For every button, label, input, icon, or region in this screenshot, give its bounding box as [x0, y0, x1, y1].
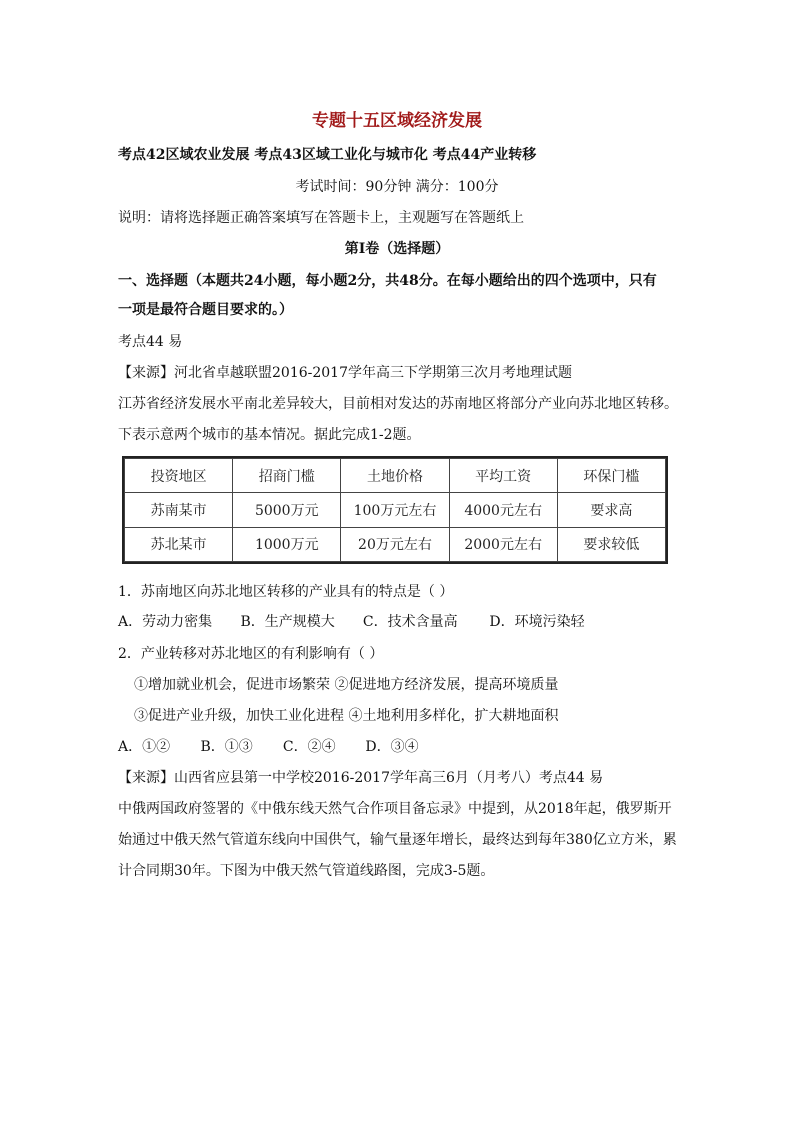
- passage-1-line-2: 下表示意两个城市的基本情况。据此完成1-2题。: [118, 427, 421, 443]
- table-row: [125, 527, 666, 561]
- instruction-text: 说明：请将选择题正确答案填写在答题卡上，主观题写在答题纸上: [118, 210, 524, 226]
- table-header-cell: 投资地区: [125, 459, 233, 493]
- passage-2-line-1: 中俄两国政府签署的《中俄东线天然气合作项目备忘录》中提到，从2018年起，俄罗斯开: [118, 801, 672, 817]
- table-cell: 4000元左右: [449, 493, 557, 527]
- part-heading-line-2: 一项是最符合题目要求的。）: [118, 302, 293, 318]
- question-2-stem: 2．产业转移对苏北地区的有利影响有（ ）: [118, 646, 384, 662]
- document-title: 专题十五区域经济发展: [312, 111, 482, 131]
- source-line-2: 【来源】山西省应县第一中学校2016-2017学年高三6月（月考八）考点44 易: [118, 770, 604, 786]
- question-1-stem: 1．苏南地区向苏北地区转移的产业具有的特点是（ ）: [118, 584, 454, 600]
- option-b: B．①③: [200, 739, 253, 755]
- topic-tag: 考点44 易: [118, 334, 183, 350]
- option-b: B．生产规模大: [240, 614, 335, 630]
- option-d: D．③④: [365, 739, 419, 755]
- topic-list: 考点42区域农业发展 考点43区域工业化与城市化 考点44产业转移: [118, 147, 537, 163]
- part-heading-line-1: 一、选择题（本题共24小题，每小题2分，共48分。在每小题给出的四个选项中，只有: [118, 273, 657, 289]
- table-header-cell: 土地价格: [341, 459, 449, 493]
- exam-info: 考试时间：90分钟 满分：100分: [295, 179, 499, 195]
- table-row: [125, 493, 666, 527]
- passage-2-line-2: 始通过中俄天然气管道东线向中国供气，输气量逐年增长，最终达到每年380亿立方米，累: [118, 832, 677, 848]
- table-cell: 苏南某市: [125, 493, 233, 527]
- passage-1-line-1: 江苏省经济发展水平南北差异较大，目前相对发达的苏南地区将部分产业向苏北地区转移。: [118, 396, 678, 412]
- table-cell: 1000万元: [233, 527, 341, 561]
- option-a: A．劳动力密集: [118, 614, 213, 630]
- option-c: C．技术含量高: [362, 614, 458, 630]
- question-2-statements-1: ①增加就业机会，促进市场繁荣 ②促进地方经济发展，提高环境质量: [134, 677, 559, 693]
- table-header-cell: 环保门槛: [557, 459, 665, 493]
- section-title: 第I卷（选择题）: [344, 241, 450, 257]
- table-cell: 5000万元: [233, 493, 341, 527]
- passage-2-line-3: 计合同期30年。下图为中俄天然气管道线路图，完成3-5题。: [118, 863, 495, 879]
- table-header-cell: 招商门槛: [233, 459, 341, 493]
- question-2-statements-2: ③促进产业升级，加快工业化进程 ④土地利用多样化，扩大耕地面积: [134, 708, 559, 724]
- table-cell: 要求较低: [557, 527, 665, 561]
- question-2-options: [118, 738, 419, 756]
- table-header-cell: 平均工资: [449, 459, 557, 493]
- option-a: A．①②: [118, 739, 171, 755]
- table-cell: 2000元左右: [449, 527, 557, 561]
- data-table: [122, 456, 668, 564]
- option-c: C．②④: [282, 739, 336, 755]
- table-header-row: [125, 459, 666, 493]
- table-cell: 20万元左右: [341, 527, 449, 561]
- table-cell: 要求高: [557, 493, 665, 527]
- table-cell: 100万元左右: [341, 493, 449, 527]
- option-d: D．环境污染轻: [489, 614, 585, 630]
- question-1-options: [118, 613, 585, 631]
- table-cell: 苏北某市: [125, 527, 233, 561]
- source-line-1: 【来源】河北省卓越联盟2016-2017学年高三下学期第三次月考地理试题: [118, 365, 572, 381]
